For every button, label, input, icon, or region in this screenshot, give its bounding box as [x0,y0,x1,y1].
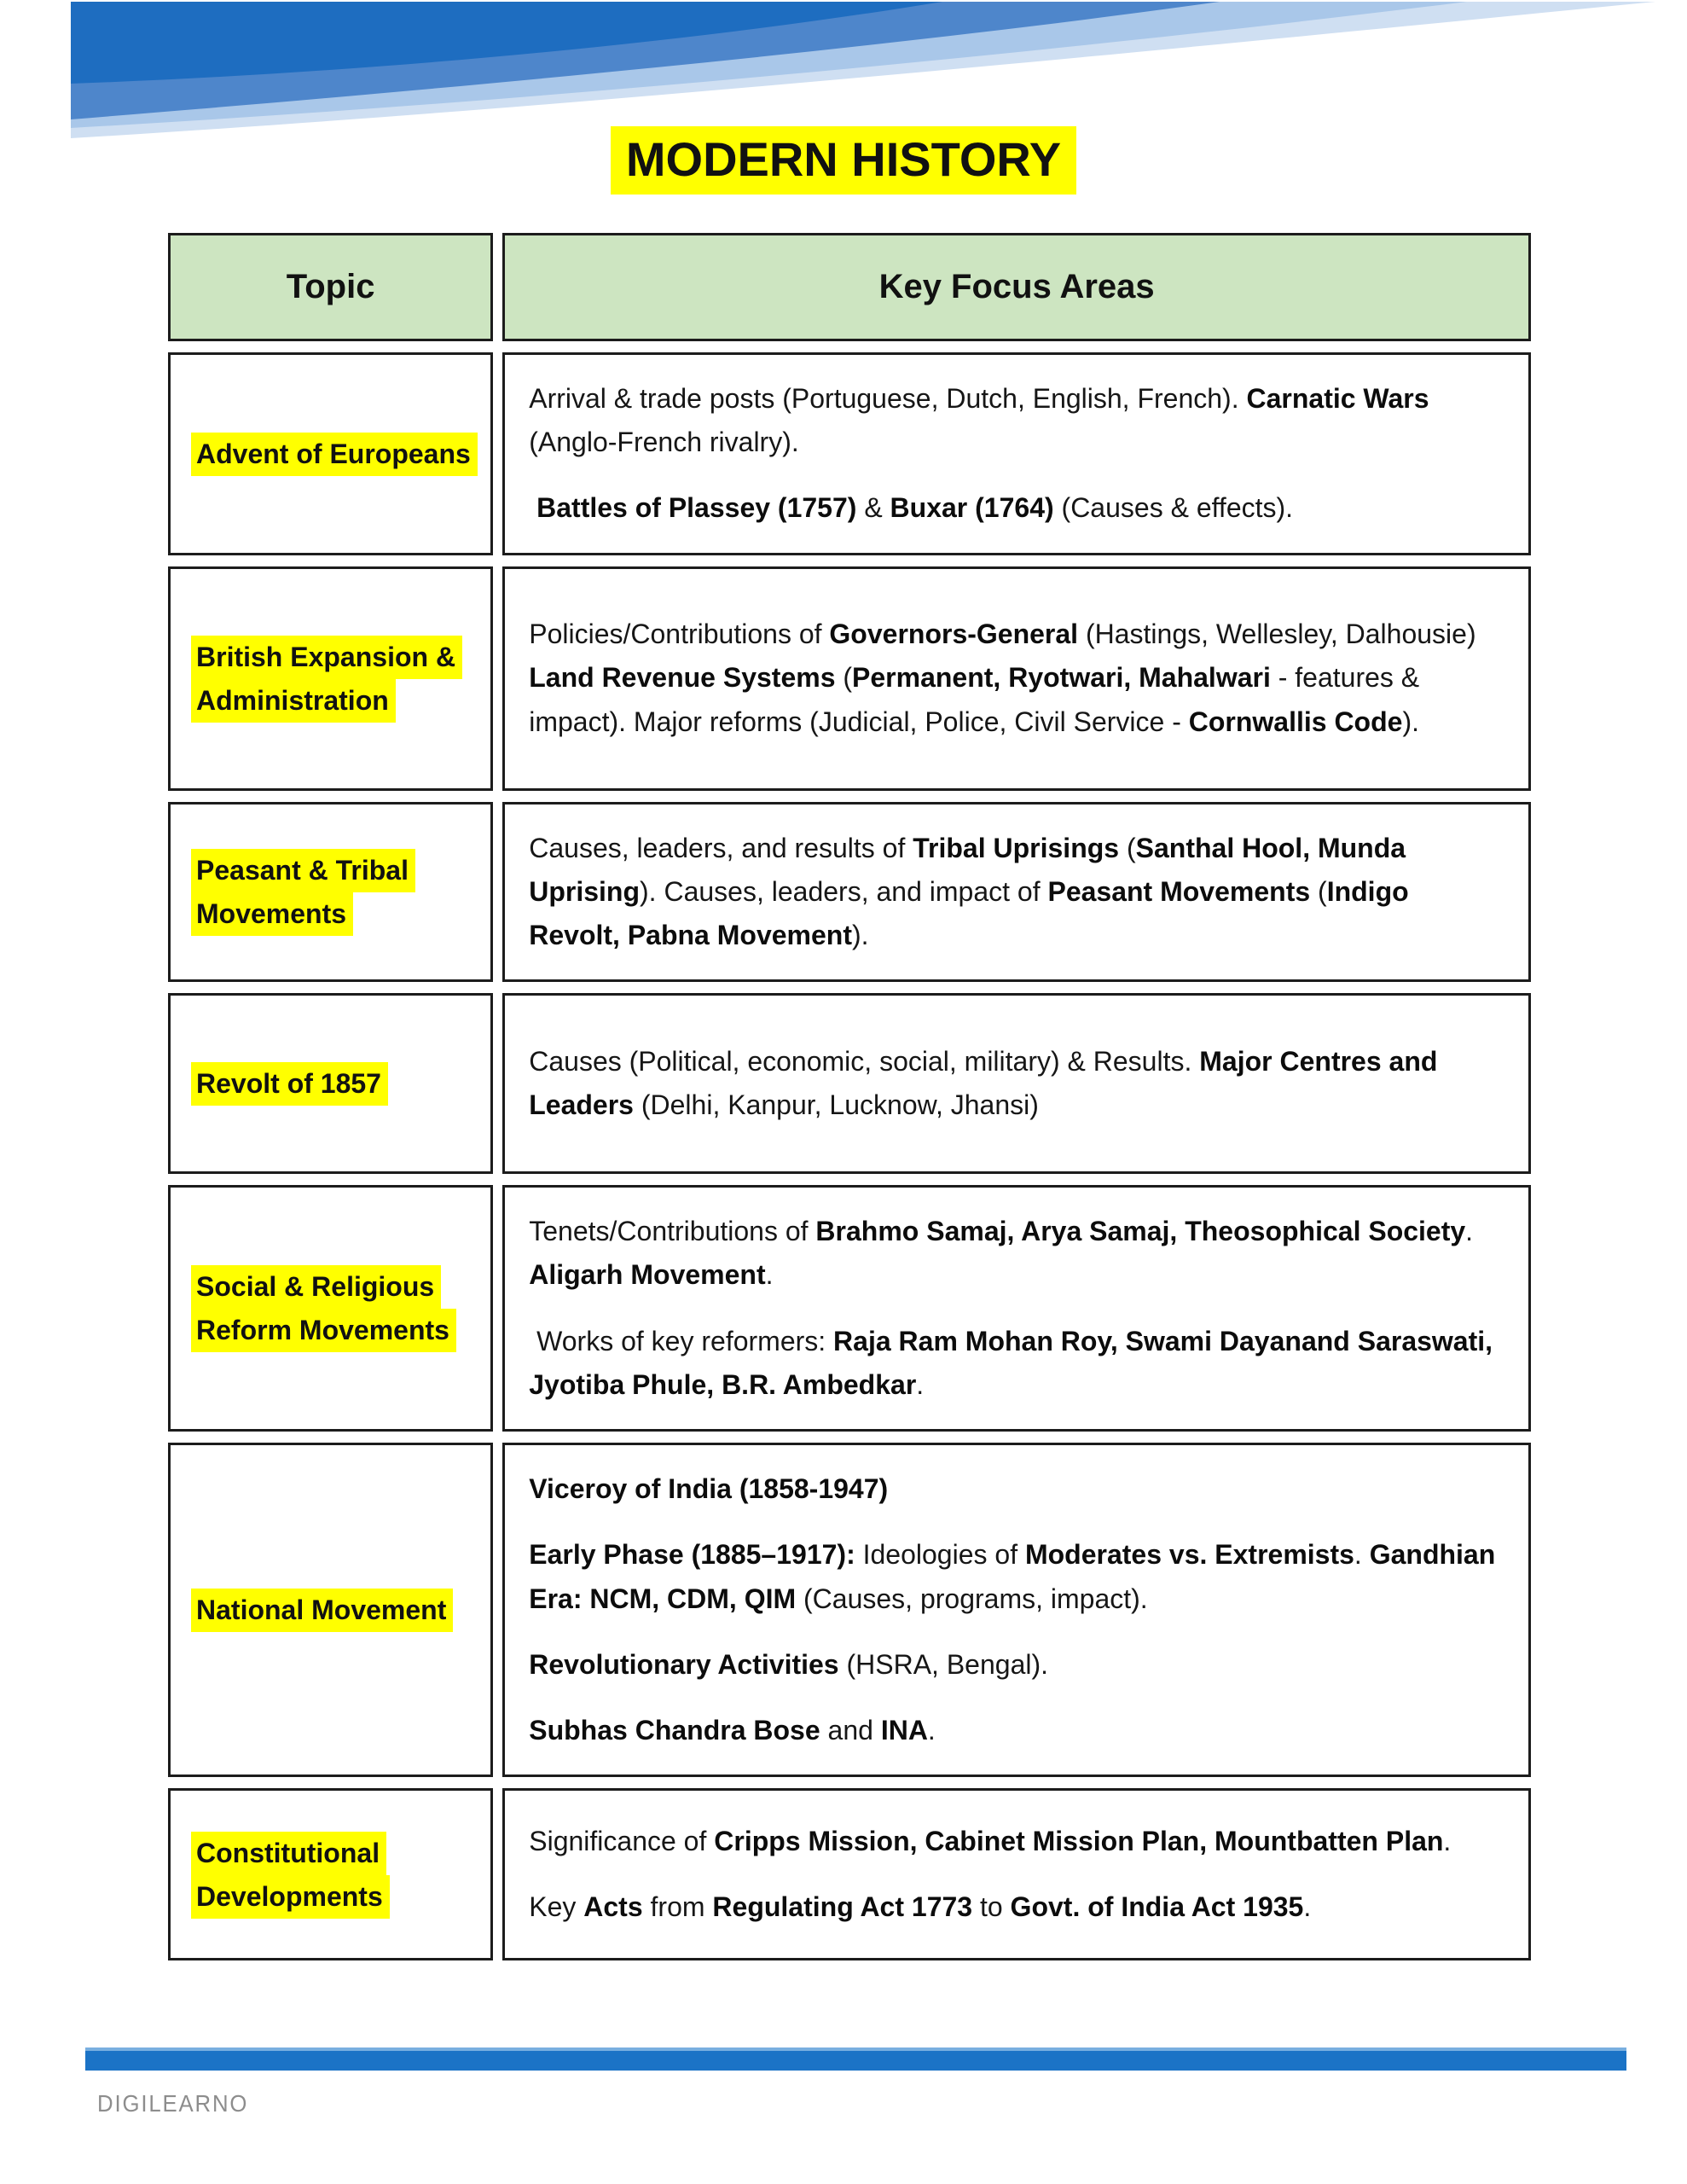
focus-paragraph: Policies/Contributions of Governors-General (Hastings, Wellesley, Dalhousie) Land Revenue Systems (Permanent, Ryotwari, Mahalwari - features & impact). Major reforms (Judicial, Police, Civil Service - Cornwallis Code). [529,619,1484,737]
brand-wordmark: DIGILEARNO [97,2090,249,2117]
topic-cell [168,1185,493,1432]
focus-paragraph: Revolutionary Activities (HSRA, Bengal). [529,1648,1049,1680]
topics-table [159,222,1540,1972]
topic-highlight-line: British Expansion & [191,640,480,674]
title-container [0,126,1687,195]
focus-paragraph: Tenets/Contributions of Brahmo Samaj, Arya Samaj, Theosophical Society. Aligarh Movement. [529,1216,1481,1291]
page-title: MODERN HISTORY [611,126,1076,195]
topic-cell [168,1788,493,1960]
topic-highlight-line: Advent of Europeans [191,437,480,471]
topic-highlight-line: Revolt of 1857 [191,1066,480,1101]
topic-highlight-line: Reform Movements [191,1313,480,1347]
topic-highlight-line: Social & Religious [191,1269,480,1304]
table-header [168,233,1531,341]
table-row [168,566,1531,791]
focus-paragraph: Arrival & trade posts (Portuguese, Dutch, English, French). Carnatic Wars (Anglo-French rivalry). [529,383,1437,458]
table-row [168,1788,1531,1960]
focus-paragraph: Subhas Chandra Bose and INA. [529,1714,936,1745]
topic-highlight-line: Developments [191,1879,480,1914]
focus-paragraph: Early Phase (1885–1917): Ideologies of Moderates vs. Extremists. Gandhian Era: NCM, CDM, QIM (Causes, programs, impact). [529,1539,1504,1614]
focus-cell [502,1185,1531,1432]
focus-paragraph: Works of key reformers: Raja Ram Mohan Roy, Swami Dayanand Saraswati, Jyotiba Phule, B.R. Ambedkar. [529,1325,1500,1400]
topic-highlight-line: Movements [191,897,480,931]
topic-highlight-line: Administration [191,683,480,717]
table-row [168,1185,1531,1432]
focus-cell [502,566,1531,791]
focus-paragraph: Significance of Cripps Mission, Cabinet Mission Plan, Mountbatten Plan. [529,1825,1452,1856]
focus-paragraph: Causes, leaders, and results of Tribal Uprisings (Santhal Hool, Munda Uprising). Causes, leaders, and impact of Peasant Movements (Indigo Revolt, Pabna Movement). [529,832,1417,950]
focus-paragraph: Battles of Plassey (1757) & Buxar (1764) (Causes & effects). [536,492,1294,524]
focus-cell [502,352,1531,555]
focus-paragraph: Viceroy of India (1858-1947) [529,1473,889,1505]
topic-highlight-line: Peasant & Tribal [191,853,480,887]
topic-cell [168,1443,493,1777]
table-body [168,352,1531,1960]
topic-cell [168,352,493,555]
topic-highlight-line: National Movement [191,1593,480,1627]
footer-accent-bar [85,2048,1626,2071]
topic-highlight-line: Constitutional [191,1836,480,1870]
focus-cell [502,802,1531,983]
focus-cell [502,1443,1531,1777]
focus-paragraph: Causes (Political, economic, social, military) & Results. Major Centres and Leaders (Delhi, Kanpur, Lucknow, Jhansi) [529,1045,1446,1121]
topic-cell [168,802,493,983]
table-row [168,352,1531,555]
table-header-row [168,233,1531,341]
focus-paragraph: Key Acts from Regulating Act 1773 to Govt. of India Act 1935. [529,1891,1312,1923]
table-header-key-focus-areas: Key Focus Areas [502,233,1531,341]
topic-cell [168,993,493,1174]
focus-cell [502,1788,1531,1960]
focus-cell [502,993,1531,1174]
table-row [168,802,1531,983]
topic-cell [168,566,493,791]
table-row [168,1443,1531,1777]
table-row [168,993,1531,1174]
table-header-topic: Topic [168,233,493,341]
